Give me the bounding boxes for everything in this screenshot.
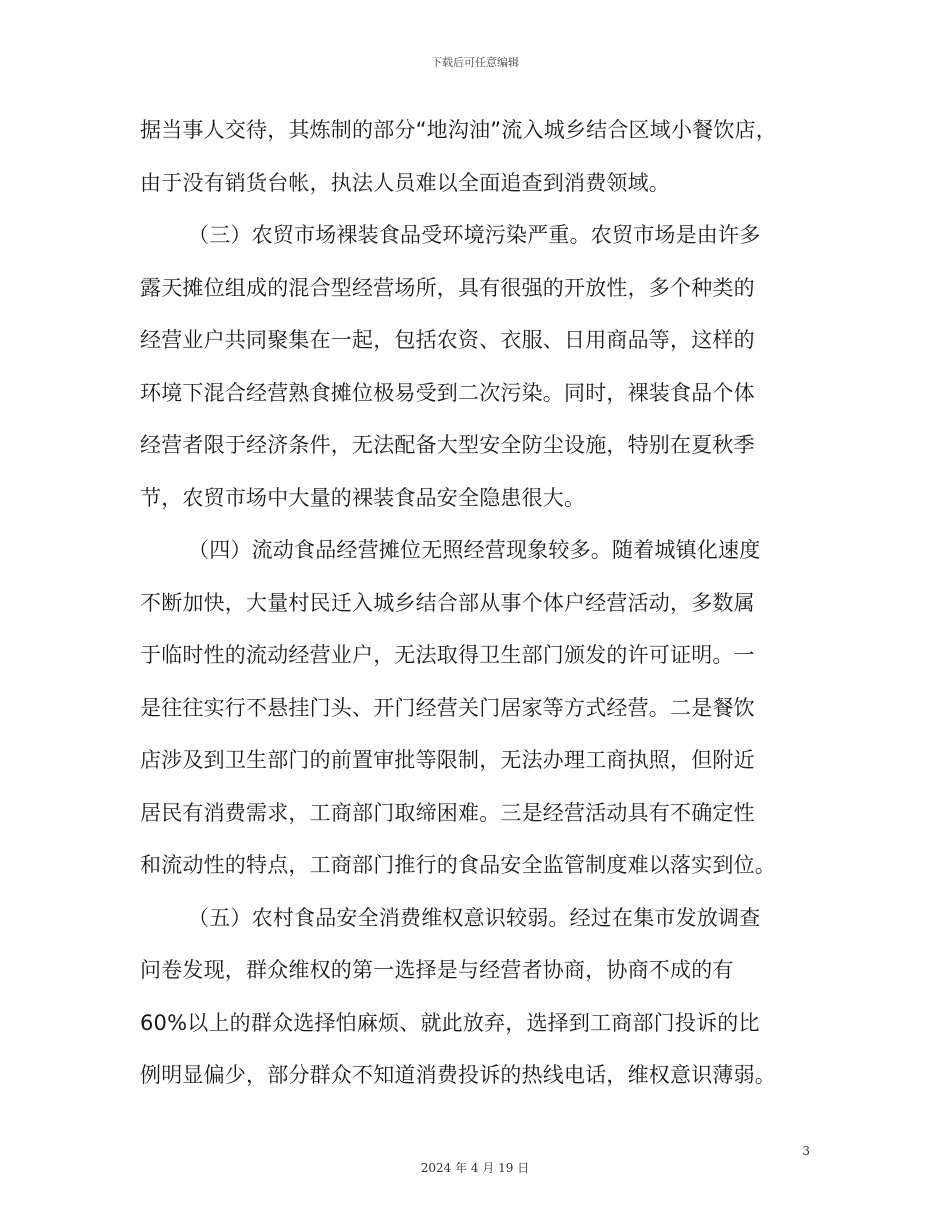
text-line: 于临时性的流动经营业户，无法取得卫生部门颁发的许可证明。一 bbox=[140, 643, 755, 667]
text-line: 例明显偏少，部分群众不知道消费投诉的热线电话，维权意识薄弱。 bbox=[140, 1063, 776, 1087]
page-footer-date: 2024 年 4 月 19 日 bbox=[420, 1161, 530, 1175]
text-line: 由于没有销货台帐，执法人员难以全面追查到消费领域。 bbox=[140, 170, 670, 195]
paragraph-start-line: （三）农贸市场裸装食品受环境污染严重。农贸市场是由许多 bbox=[188, 223, 761, 247]
paragraph-start-line: （五）农村食品安全消费维权意识较弱。经过在集市发放调查 bbox=[188, 905, 761, 930]
document-body bbox=[140, 104, 810, 1102]
paragraph-start-line: （四）流动食品经营摊位无照经营现象较多。随着城镇化速度 bbox=[188, 538, 761, 562]
text-line: 露天摊位组成的混合型经营场所，具有很强的开放性，多个种类的 bbox=[140, 275, 755, 300]
text-line: 店涉及到卫生部门的前置审批等限制，无法办理工商执照，但附近 bbox=[140, 748, 755, 772]
text-line: 经营业户共同聚集在一起，包括农资、衣服、日用商品等，这样的 bbox=[140, 328, 755, 352]
text-line: 据当事人交待，其炼制的部分“地沟油”流入城乡结合区域小餐饮店， bbox=[140, 118, 777, 142]
text-line: 和流动性的特点，工商部门推行的食品安全监管制度难以落实到位。 bbox=[140, 853, 776, 877]
text-line: 经营者限于经济条件，无法配备大型安全防尘设施，特别在夏秋季 bbox=[140, 433, 755, 457]
text-line: 是往往实行不悬挂门头、开门经营关门居家等方式经营。二是餐饮 bbox=[140, 695, 755, 720]
text-line: 60%以上的群众选择怕麻烦、就此放弃，选择到工商部门投诉的比 bbox=[140, 1010, 760, 1035]
text-line: 节，农贸市场中大量的裸装食品安全隐患很大。 bbox=[140, 485, 586, 510]
text-line: 居民有消费需求，工商部门取缔困难。三是经营活动具有不确定性 bbox=[140, 800, 755, 825]
text-line: 不断加快，大量村民迁入城乡结合部从事个体户经营活动，多数属 bbox=[140, 590, 755, 615]
page-header: 下载后可任意编辑 bbox=[431, 56, 519, 69]
text-line: 问卷发现，群众维权的第一选择是与经营者协商，协商不成的有 bbox=[140, 958, 734, 982]
text-line: 环境下混合经营熟食摊位极易受到二次污染。同时，裸装食品个体 bbox=[140, 380, 755, 405]
page-number: 3 bbox=[802, 1144, 810, 1158]
